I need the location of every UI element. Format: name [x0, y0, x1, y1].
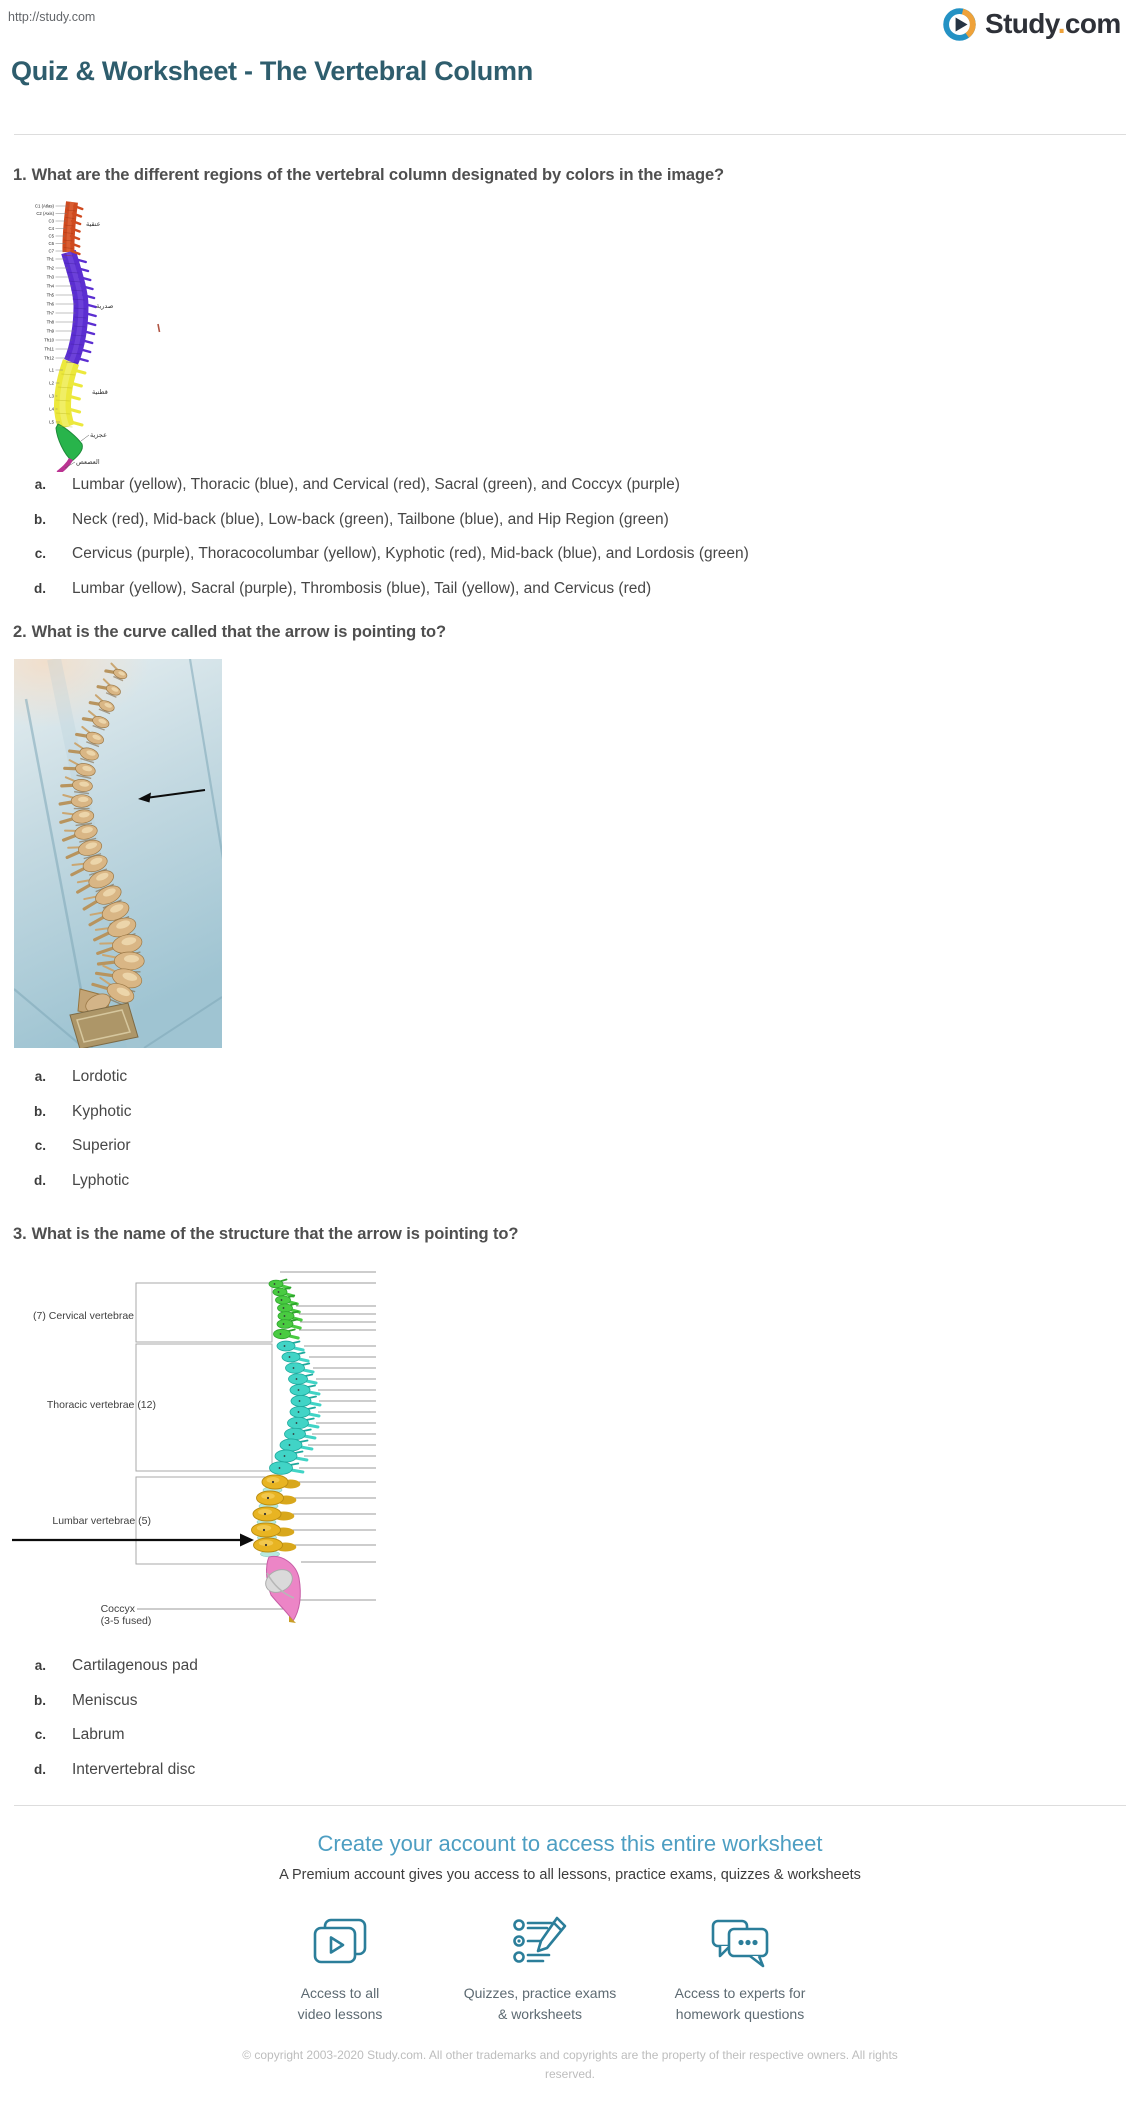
svg-text:صدرية: صدرية [96, 303, 114, 310]
answer-text: Cervicus (purple), Thoracocolumbar (yellow), Kyphotic (red), Mid-back (blue), and Lordosis (green) [72, 545, 749, 562]
svg-text:عجزية: عجزية [90, 432, 107, 439]
create-account-heading[interactable]: Create your account to access this entire worksheet [317, 1831, 823, 1856]
benefit-quizzes [440, 1916, 640, 2025]
svg-text:قطنية: قطنية [92, 389, 108, 396]
q3-labeled-spine-figure [8, 1268, 378, 1626]
answer-text: Superior [72, 1137, 131, 1154]
expert-chat-icon [707, 1916, 773, 1974]
svg-text:C2 (Axis): C2 (Axis) [36, 211, 54, 217]
answer-text: Lordotic [72, 1068, 128, 1085]
answer-text: Lyphotic [72, 1171, 130, 1189]
answer-letter: a. [34, 1658, 46, 1673]
svg-text:Th6: Th6 [46, 301, 54, 307]
answer-option [0, 1759, 900, 1781]
answer-text: Cartilagenous pad [72, 1657, 198, 1674]
benefit-video-lessons [240, 1916, 440, 2025]
svg-text:Th11: Th11 [44, 346, 54, 352]
answer-option [0, 1655, 900, 1677]
video-lessons-icon [307, 1916, 373, 1974]
answer-option [0, 1724, 900, 1746]
svg-text:C3: C3 [48, 218, 54, 224]
answer-text: Neck (red), Mid-back (blue), Low-back (green), Tailbone (blue), and Hip Region (green) [72, 510, 669, 528]
answer-option [0, 1066, 900, 1088]
svg-text:C1 (Atlas): C1 (Atlas) [34, 203, 54, 209]
answer-option [0, 1135, 900, 1157]
svg-text:Th3: Th3 [46, 274, 54, 280]
svg-text:Th1: Th1 [46, 256, 54, 262]
coccyx-sublabel: (3-5 fused) [100, 1615, 152, 1626]
svg-text:L3: L3 [49, 393, 54, 399]
premium-subheading: A Premium account gives you access to all lessons, practice exams, quizzes & worksheets [279, 1867, 861, 1883]
divider [14, 1805, 1126, 1806]
question-1-answers [0, 474, 900, 612]
cervical-label: (7) Cervical vertebrae [33, 1310, 134, 1322]
question-number: 2. [13, 623, 27, 641]
answer-option [0, 1690, 900, 1712]
answer-letter: c. [34, 1138, 46, 1153]
study-logo[interactable] [941, 4, 1121, 44]
question-3-answers [0, 1655, 900, 1793]
benefit-experts [640, 1916, 840, 2025]
svg-text:Th7: Th7 [46, 310, 54, 316]
answer-letter: b. [34, 1692, 46, 1708]
answer-option [0, 1170, 900, 1192]
benefit-label: Access to all video lessons [297, 1985, 383, 2022]
answer-letter: d. [34, 580, 46, 596]
copyright-line-2: reserved. [544, 2067, 596, 2081]
question-3-heading [13, 1225, 518, 1244]
q3-arrow [12, 1534, 254, 1547]
q1-small-mark [158, 324, 160, 332]
benefit-label: Access to experts for homework questions [674, 1985, 806, 2022]
svg-text:L4: L4 [49, 406, 54, 412]
answer-option [0, 1101, 900, 1123]
sacrum-coccyx [262, 1556, 301, 1623]
question-2-answers [0, 1066, 900, 1204]
question-number: 1. [13, 166, 27, 184]
svg-text:Th9: Th9 [46, 328, 54, 334]
q1-colored-spine-figure [10, 196, 200, 472]
benefits-row [240, 1916, 840, 2025]
svg-text:Th5: Th5 [46, 292, 54, 298]
question-text: What are the different regions of the vertebral column designated by colors in the image? [31, 166, 725, 184]
answer-letter: c. [34, 546, 46, 561]
coccyx-label: Coccyx [100, 1603, 135, 1615]
answer-text: Kyphotic [72, 1102, 132, 1120]
divider [14, 134, 1126, 135]
answer-letter: c. [34, 1727, 46, 1742]
svg-text:C6: C6 [48, 241, 54, 247]
svg-text:L5: L5 [49, 419, 54, 425]
svg-text:L1: L1 [49, 367, 54, 373]
spine-diagram [252, 1280, 321, 1558]
page-url: http://study.com [8, 10, 96, 24]
q2-spine-photo-figure [14, 659, 222, 1048]
svg-text:عنقية: عنقية [86, 221, 101, 228]
answer-letter: d. [34, 1172, 46, 1188]
svg-text:Th4: Th4 [46, 283, 54, 289]
page-title: Quiz & Worksheet - The Vertebral Column [11, 56, 533, 86]
answer-text: Lumbar (yellow), Sacral (purple), Thrombosis (blue), Tail (yellow), and Cervicus (red) [72, 579, 652, 597]
answer-letter: a. [34, 1069, 46, 1084]
answer-text: Meniscus [72, 1691, 138, 1709]
answer-letter: b. [34, 511, 46, 527]
answer-text: Intervertebral disc [72, 1760, 196, 1778]
benefit-label: Quizzes, practice exams & worksheets [463, 1985, 617, 2022]
region-brackets [136, 1283, 272, 1564]
answer-letter: b. [34, 1103, 46, 1119]
svg-text:Th12: Th12 [44, 355, 54, 361]
svg-text:C4: C4 [48, 226, 54, 232]
svg-text:Th10: Th10 [44, 337, 54, 343]
question-2-heading [13, 623, 446, 642]
svg-text:العصعص: العصعص [76, 459, 100, 466]
svg-text:C7: C7 [48, 248, 54, 254]
svg-text:Th8: Th8 [46, 319, 54, 325]
svg-text:Th2: Th2 [46, 265, 54, 271]
question-text: What is the curve called that the arrow is pointing to? [31, 623, 446, 641]
lumbar-label: Lumbar vertebrae (5) [52, 1515, 151, 1527]
copyright-line-1: © copyright 2003-2020 Study.com. All other trademarks and copyrights are the property of their respective owners. All rights [242, 2048, 898, 2062]
svg-text:L2: L2 [49, 380, 54, 386]
answer-option [0, 509, 900, 531]
question-1-heading [13, 166, 724, 185]
answer-text: Lumbar (yellow), Thoracic (blue), and Cervical (red), Sacral (green), and Coccyx (purple) [72, 476, 680, 493]
question-text: What is the name of the structure that the arrow is pointing to? [31, 1225, 519, 1243]
logo-text: Study.com [985, 8, 1121, 39]
quiz-worksheet-icon [507, 1916, 573, 1974]
question-number: 3. [13, 1225, 27, 1243]
answer-letter: d. [34, 1761, 46, 1777]
answer-option [0, 474, 900, 496]
play-icon [941, 6, 978, 43]
answer-text: Labrum [72, 1726, 125, 1743]
svg-text:C5: C5 [48, 233, 54, 239]
answer-option [0, 578, 900, 600]
answer-letter: a. [34, 477, 46, 492]
answer-option [0, 543, 900, 565]
thoracic-label: Thoracic vertebrae (12) [46, 1399, 156, 1411]
